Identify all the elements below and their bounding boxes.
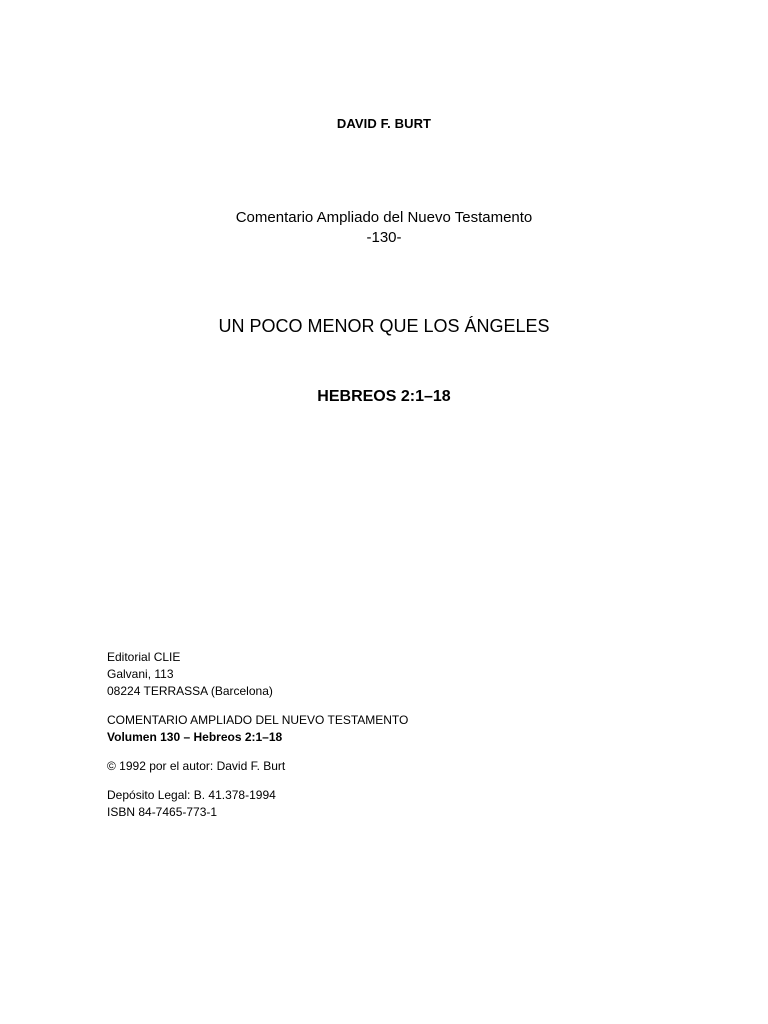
book-title: UN POCO MENOR QUE LOS ÁNGELES bbox=[218, 316, 550, 336]
volume-info: Volumen 130 – Hebreos 2:1–18 bbox=[107, 730, 283, 744]
series-name: COMENTARIO AMPLIADO DEL NUEVO TESTAMENTO bbox=[107, 713, 409, 727]
copyright-notice bbox=[107, 758, 667, 775]
copyright-text: © 1992 por el autor: David F. Burt bbox=[107, 759, 286, 773]
author-name: DAVID F. BURT bbox=[336, 116, 432, 131]
publisher-address bbox=[107, 649, 667, 700]
series-info bbox=[107, 712, 667, 746]
series-title: Comentario Ampliado del Nuevo Testamento bbox=[235, 209, 533, 226]
legal-deposit: Depósito Legal: B. 41.378-1994 bbox=[107, 788, 276, 802]
series-heading bbox=[0, 208, 768, 248]
series-number: -130- bbox=[366, 229, 402, 246]
publisher-street: Galvani, 113 bbox=[107, 667, 174, 681]
publisher-city: 08224 TERRASSA (Barcelona) bbox=[107, 684, 273, 698]
legal-info bbox=[107, 787, 667, 821]
book-subtitle: HEBREOS 2:1–18 bbox=[317, 388, 451, 405]
isbn: ISBN 84-7465-773-1 bbox=[107, 805, 218, 819]
imprint-section bbox=[107, 649, 667, 833]
publisher-name: Editorial CLIE bbox=[107, 650, 181, 664]
